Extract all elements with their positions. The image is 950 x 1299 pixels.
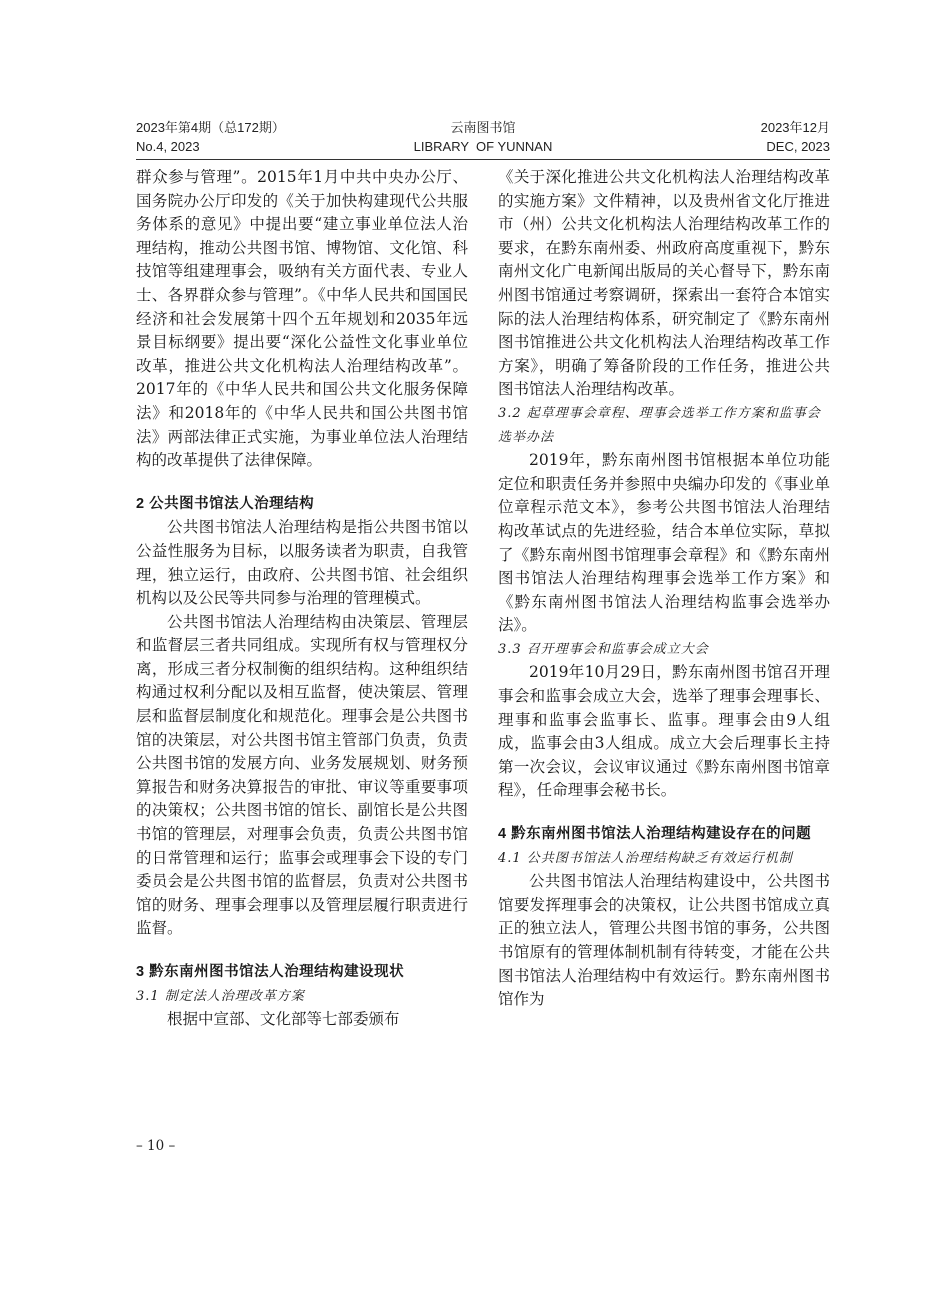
header-rule xyxy=(136,159,830,160)
paragraph: 根据中宣部、文化部等七部委颁布 xyxy=(167,1010,400,1029)
paragraph: 2019年，黔东南州图书馆根据本单位功能定位和职责任务并参照中央编办印发的《事业单位章程示范文本》，参考公共图书馆法人治理结构改革试点的先进经验，结合本单位实际，草拟了《黔东南州图书馆理事会章程》和《黔东南州图书馆法人治理结构理事会选举工作方案》和《黔东南州图书馆法人治理结构监事会选举办法》。 xyxy=(498,451,830,635)
section-heading-2: 2 公共图书馆法人治理结构 xyxy=(136,495,315,512)
issue-en: No.4, 2023 xyxy=(136,139,200,154)
paragraph: 公共图书馆法人治理结构建设中，公共图书馆要发挥理事会的决策权，让公共图书馆成立真正的独立法人，管理公共图书馆的事务，公共图书馆原有的管理体制机制有待转变，才能在公共图书馆法人治理结构中有效运行。黔东南州图书馆作为 xyxy=(498,872,830,1009)
paragraph: 公共图书馆法人治理结构由决策层、管理层和监督层三者共同组成。实现所有权与管理权分离，形成三者分权制衡的组织结构。这种组织结构通过权利分配以及相互监督，使决策层、管理层和监督层制度化和规范化。理事会是公共图书馆的决策层，对公共图书馆主管部门负责，负责公共图书馆的发展方向、业务发展规划、财务预算报告和财务决算报告的审批、审议等重要事项的决策权；公共图书馆的馆长、副馆长是公共图书馆的管理层，对理事会负责，负责公共图书馆的日常管理和运行；监事会或理事会下设的专门委员会是公共图书馆的监督层，负责对公共图书馆的财务、理事会理事以及管理层履行职责进行监督。 xyxy=(136,612,468,938)
header-journal xyxy=(136,118,830,156)
subsection-heading-3-2: 3.2 起草理事会章程、理事会选举工作方案和监事会选举办法 xyxy=(498,405,821,445)
paragraph: 2019年10月29日，黔东南州图书馆召开理事会和监事会成立大会，选举了理事会理事长、理事和监事会监事长、监事。理事会由9人组成，监事会由3人组成。成立大会后理事长主持第一次会议，会议审议通过《黔东南州图书馆章程》，任命理事会秘书长。 xyxy=(498,663,830,800)
paragraph: 群众参与管理”。2015年1月中共中央办公厅、国务院办公厅印发的《关于加快构建现代公共服务体系的意见》中提出要“建立事业单位法人治理结构，推动公共图书馆、博物馆、文化馆、科技馆等组建理事会，吸纳有关方面代表、专业人士、各界群众参与管理”。《中华人民共和国国民经济和社会发展第十四个五年规划和2035年远景目标纲要》提出要“深化公益性文化事业单位改革，推进公共文化机构法人治理结构改革”。2017年的《中华人民共和国公共文化服务保障法》和2018年的《中华人民共和国公共图书馆法》两部法律正式实施，为事业单位法人治理结构的改革提供了法律保障。 xyxy=(136,168,468,470)
page-header xyxy=(136,118,830,158)
page-number: – 10 – xyxy=(136,1138,176,1154)
section-heading-3: 3 黔东南州图书馆法人治理结构建设现状 xyxy=(136,964,405,980)
journal-title-cn: 云南图书馆 xyxy=(450,120,516,135)
right-column xyxy=(498,166,830,1012)
paragraph: 公共图书馆法人治理结构是指公共图书馆以公益性服务为目标，以服务读者为职责，自我管理，独立运行，由政府、公共图书馆、社会组织机构以及公民等共同参与治理的管理模式。 xyxy=(136,518,468,608)
subsection-heading-4-1: 4.1 公共图书馆法人治理结构缺乏有效运行机制 xyxy=(498,850,793,866)
date-en: DEC, 2023 xyxy=(766,139,830,154)
left-column xyxy=(136,166,468,1032)
date-cn: 2023年12月 xyxy=(760,120,830,135)
subsection-heading-3-3: 3.3 召开理事会和监事会成立大会 xyxy=(498,641,709,657)
section-heading-4: 4 黔东南州图书馆法人治理结构建设存在的问题 xyxy=(498,826,812,843)
header-date xyxy=(761,118,830,156)
paragraph: 《关于深化推进公共文化机构法人治理结构改革的实施方案》文件精神，以及贵州省文化厅推进市（州）公共文化机构法人治理结构改革工作的要求，在黔东南州委、州政府高度重视下，黔东南州文化广电新闻出版局的关心督导下，黔东南州图书馆通过考察调研，探索出一套符合本馆实际的法人治理结构体系，研究制定了《黔东南州图书馆推进公共文化机构法人治理结构改革工作方案》，明确了筹备阶段的工作任务，推进公共图书馆法人治理结构改革。 xyxy=(498,168,830,399)
subsection-heading-3-1: 3.1 制定法人治理改革方案 xyxy=(136,988,305,1004)
issue-cn: 2023年第4期（总172期） xyxy=(136,120,285,135)
journal-title-en: LIBRARY OF YUNNAN xyxy=(413,139,553,154)
